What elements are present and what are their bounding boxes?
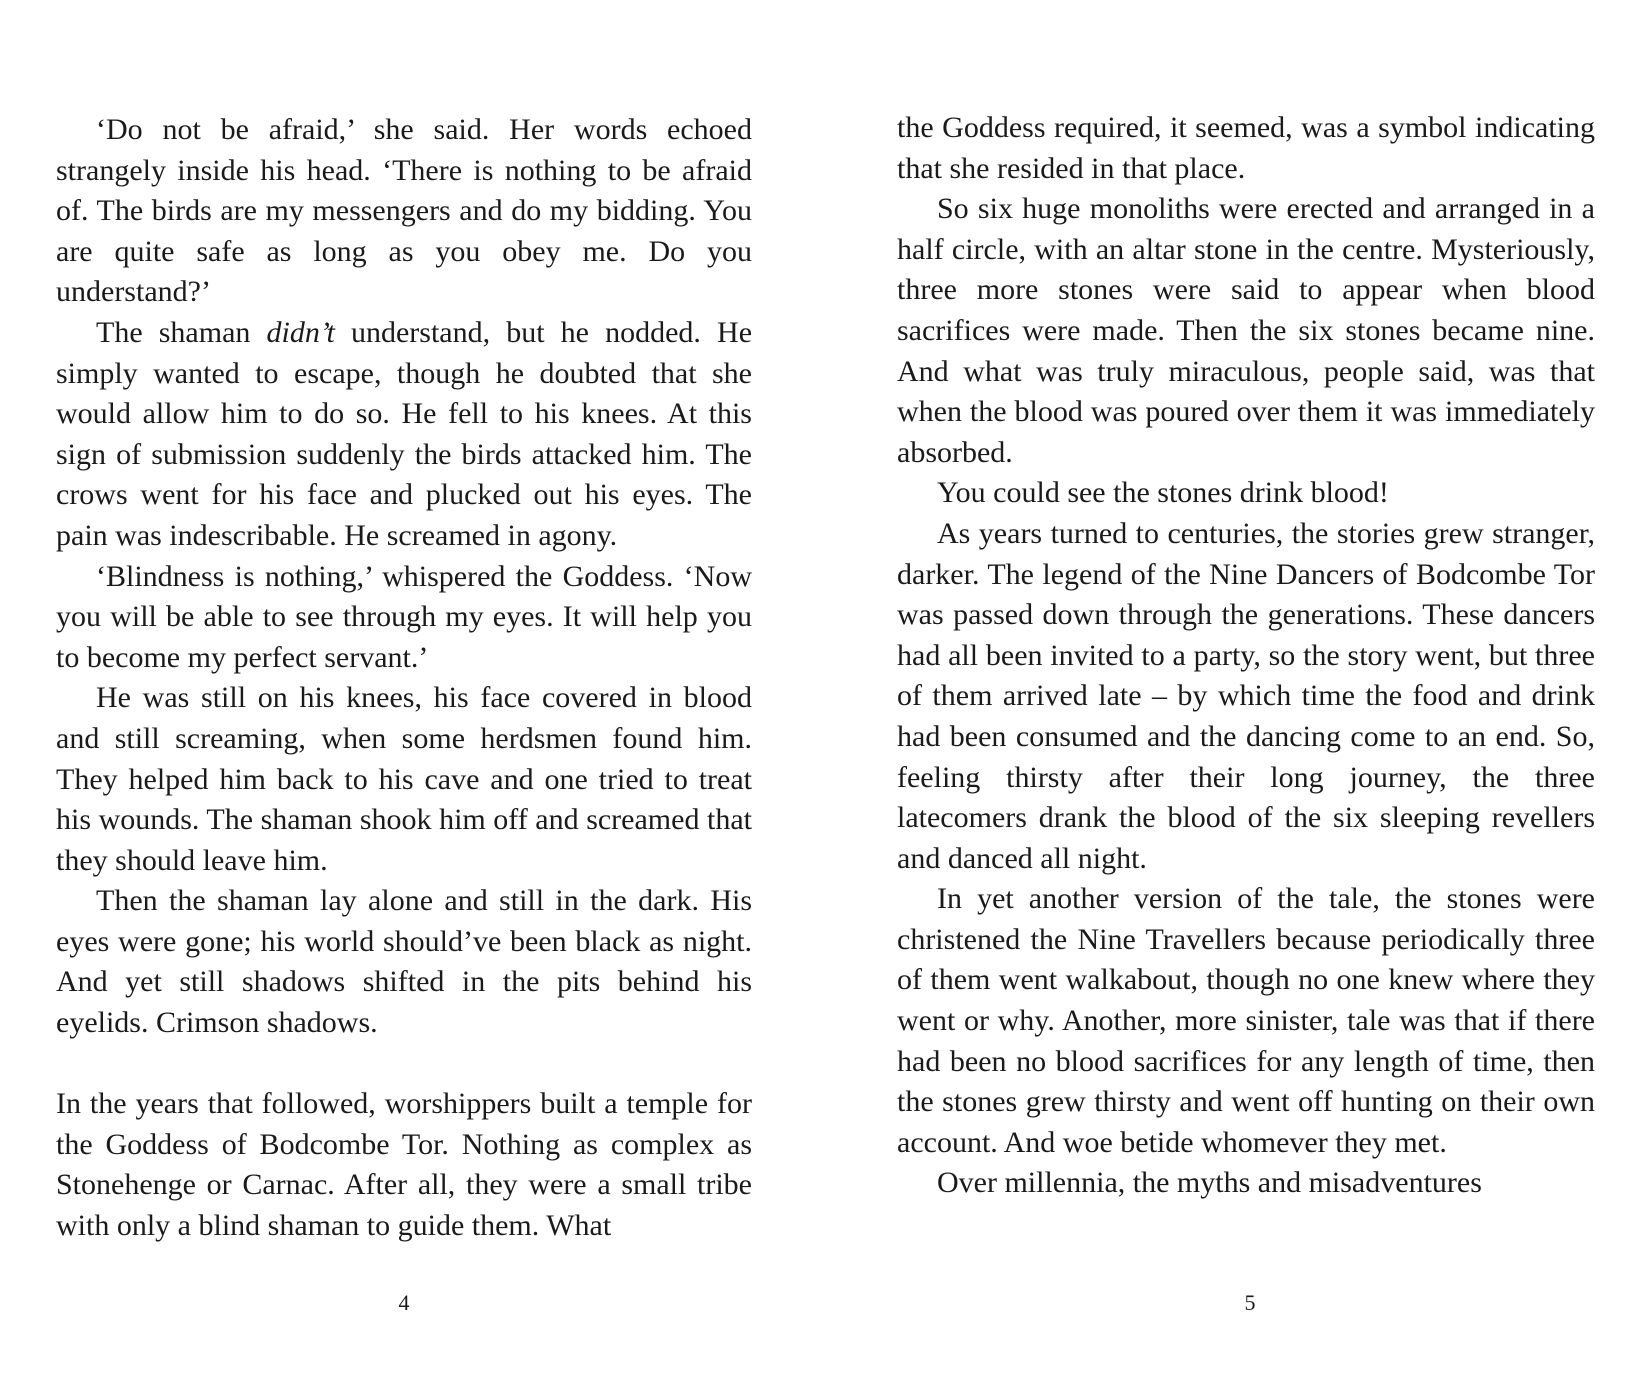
page-number: 5: [1244, 1290, 1256, 1315]
paragraph: You could see the stones drink blood!: [937, 476, 1389, 510]
paragraph: ‘Blindness is nothing,’ whispered the Goddess. ‘Now you will be able to see through my eyes. It will help you to become my perfect servant.’: [56, 559, 752, 674]
left-page: [0, 0, 814, 1399]
right-page: [814, 0, 1629, 1399]
paragraph: In yet another version of the tale, the stones were christened the Nine Travellers because periodically three of them went walkabout, though no one knew where they went or why. Another, more sinister, tale was that if there had been no blood sacrifices for any length of time, then the stones grew thirsty and went off hunting on their own account. And woe betide whomever they met.: [897, 882, 1595, 1159]
paragraph-text-italic: didn’t: [266, 315, 335, 349]
paragraph-text-before: The shaman: [96, 315, 267, 349]
paragraph: He was still on his knees, his face covered in blood and still screaming, when some herdsmen found him. They helped him back to his cave and one tried to treat his wounds. The shaman shook him off and screamed that they should leave him.: [56, 681, 752, 877]
paragraph: As years turned to centuries, the stories grew stranger, darker. The legend of the Nine Dancers of Bodcombe Tor was passed down through the generations. These dancers had all been invited to a party, so the story went, but three of them arrived late – by which time the food and drink had been consumed and the dancing come to an end. So, feeling thirsty after their long journey, the three latecomers drank the blood of the six sleeping revellers and danced all night.: [897, 516, 1595, 875]
paragraph: [56, 313, 752, 557]
left-page-text: [56, 110, 752, 1247]
page-number: 4: [398, 1290, 410, 1315]
paragraph: ‘Do not be afraid,’ she said. Her words echoed strangely inside his head. ‘There is nothing to be afraid of. The birds are my messengers and do my bidding. You are quite safe as long as you obey me. Do you understand?’: [56, 113, 752, 309]
paragraph-text-after: understand, but he nodded. He simply wanted to escape, though he doubted that she would allow him to do so. He fell to his knees. At this sign of submission suddenly the birds attacked him. The crows went for his face and plucked out his eyes. The pain was indescribable. He screamed in agony.: [56, 315, 753, 552]
paragraph: Then the shaman lay alone and still in the dark. His eyes were gone; his world should’ve been black as night. And yet still shadows shifted in the pits behind his eyelids. Crimson shadows.: [56, 884, 752, 1040]
paragraph: Over millennia, the myths and misadventures: [937, 1166, 1482, 1200]
paragraph-continuation: the Goddess required, it seemed, was a symbol indicating that she resided in that place.: [897, 111, 1595, 185]
paragraph: So six huge monoliths were erected and arranged in a half circle, with an altar stone in the centre. Mysteriously, three more stones were said to appear when blood sacrifices were made. Then the six stones became nine. And what was truly miraculous, people said, was that when the blood was poured over them it was immediately absorbed.: [897, 192, 1595, 469]
right-page-text: [897, 108, 1595, 1204]
paragraph-section-start: In the years that followed, worshippers built a temple for the Goddess of Bodcombe Tor. Nothing as complex as Stonehenge or Carnac. After all, they were a small tribe with only a blind shaman to guide them. What: [56, 1087, 752, 1243]
